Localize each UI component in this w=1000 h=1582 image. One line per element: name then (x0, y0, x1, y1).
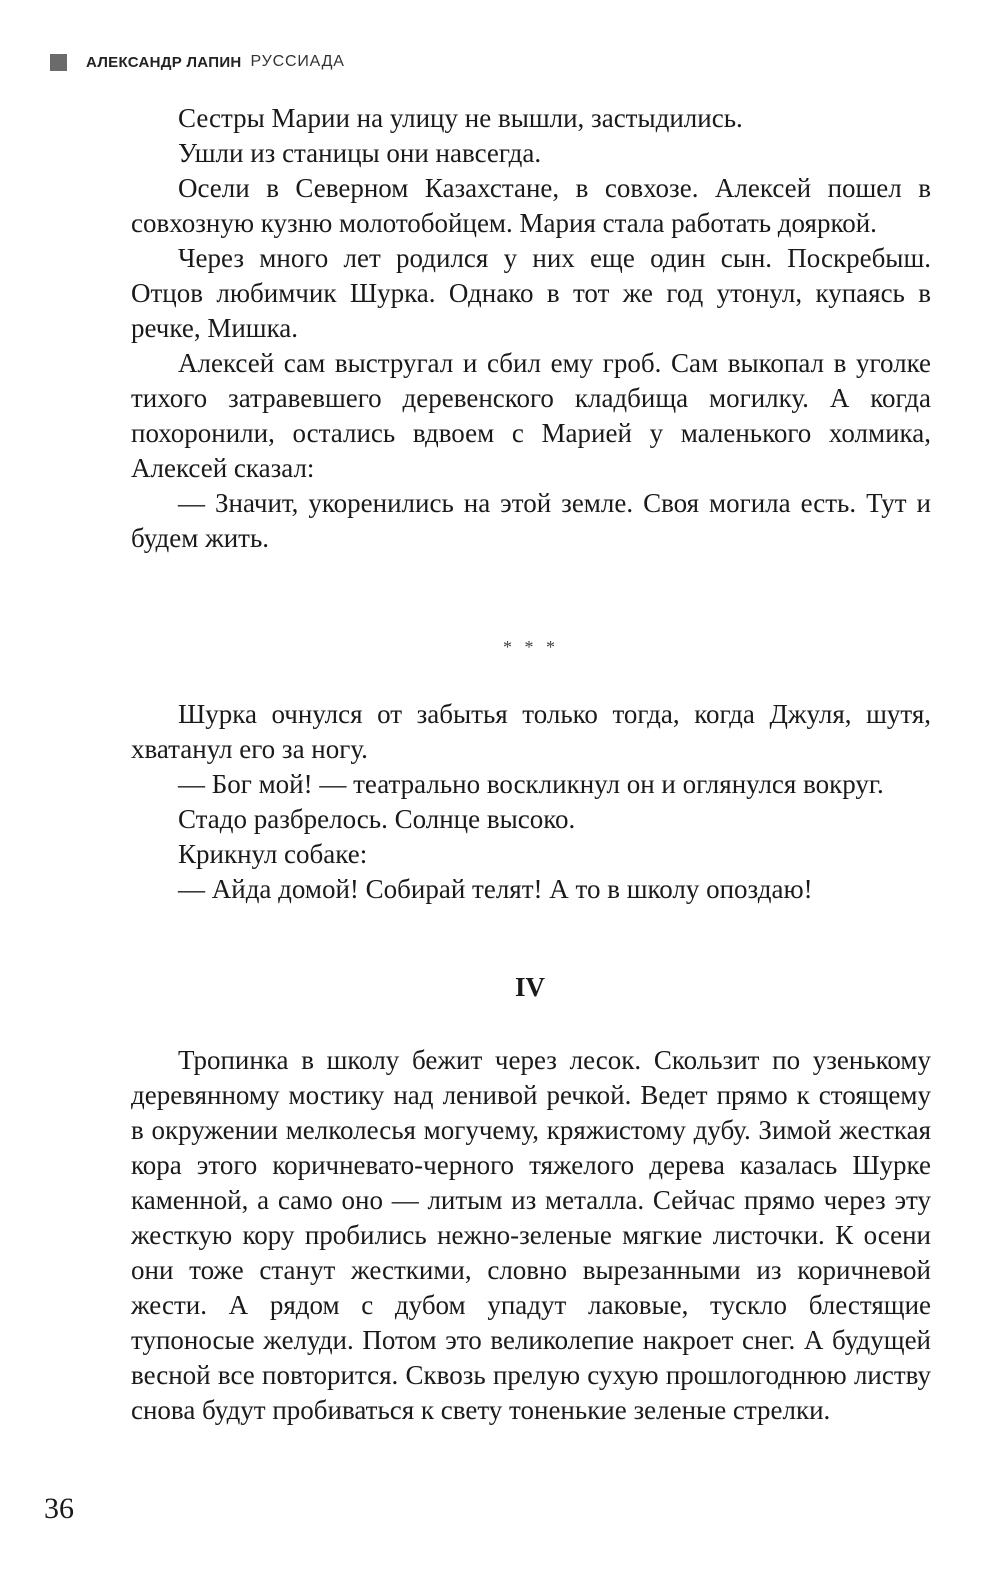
paragraph: Алексей сам выстругал и сбил ему гроб. Сам выкопал в уголке тихого затравевшего деревенского кладбища могилку. А когда похоронили, остались вдвоем с Марией у маленького холмика, Алексей сказал: (131, 348, 931, 483)
header-author: АЛЕКСАНДР ЛАПИН (86, 53, 242, 71)
paragraph: Крикнул собаке: (178, 839, 368, 869)
page-number: 36 (44, 1492, 74, 1525)
paragraph: Ушли из станицы они навсегда. (178, 138, 542, 168)
text-block-3 (131, 1043, 931, 1428)
paragraph: Сестры Марии на улицу не вышли, застыдились. (178, 103, 743, 133)
running-head (50, 48, 345, 76)
paragraph: Осели в Северном Казахстане, в совхозе. Алексей пошел в совхозную кузню молотобойцем. Мария стала работать дояркой. (131, 173, 931, 238)
paragraph: Шурка очнулся от забытья только тогда, когда Джуля, шутя, хватанул его за ногу. (131, 699, 931, 764)
paragraph: Стадо разбрелось. Солнце высоко. (178, 804, 576, 834)
header-square-mark (50, 54, 67, 71)
paragraph: Через много лет родился у них еще один сын. Поскребыш. Отцов любимчик Шурка. Однако в тот же год утонул, купаясь в речке, Мишка. (131, 243, 931, 343)
chapter-heading: IV (514, 972, 545, 1002)
paragraph: — Значит, укоренились на этой земле. Своя могила есть. Тут и будем жить. (131, 488, 931, 553)
paragraph: — Айда домой! Собирай телят! А то в школу опоздаю! (178, 874, 813, 904)
header-book-title: РУССИАДА (250, 53, 345, 70)
section-separator: * * * (503, 637, 559, 657)
text-block-1 (131, 101, 931, 556)
paragraph: — Бог мой! — театрально воскликнул он и оглянулся вокруг. (178, 769, 884, 799)
text-block-2 (131, 697, 931, 907)
paragraph: Тропинка в школу бежит через лесок. Скользит по узенькому деревянному мостику над ленивой речкой. Ведет прямо к стоящему в окружении мелколесья могучему, кряжистому дубу. Зимой жесткая кора этого коричневато-черного тяжелого дерева казалась Шурке каменной, а само оно — литым из металла. Сейчас прямо через эту жесткую кору пробились нежно-зеленые мягкие листочки. К осени они тоже станут жесткими, словно вырезанными из коричневой жести. А рядом с дубом упадут лаковые, тускло блестящие тупоносые желуди. Потом это великолепие накроет снег. А будущей весной все повторится. Сквозь прелую сухую прошлогоднюю листву снова будут пробиваться к свету тоненькие зеленые стрелки. (131, 1045, 931, 1425)
